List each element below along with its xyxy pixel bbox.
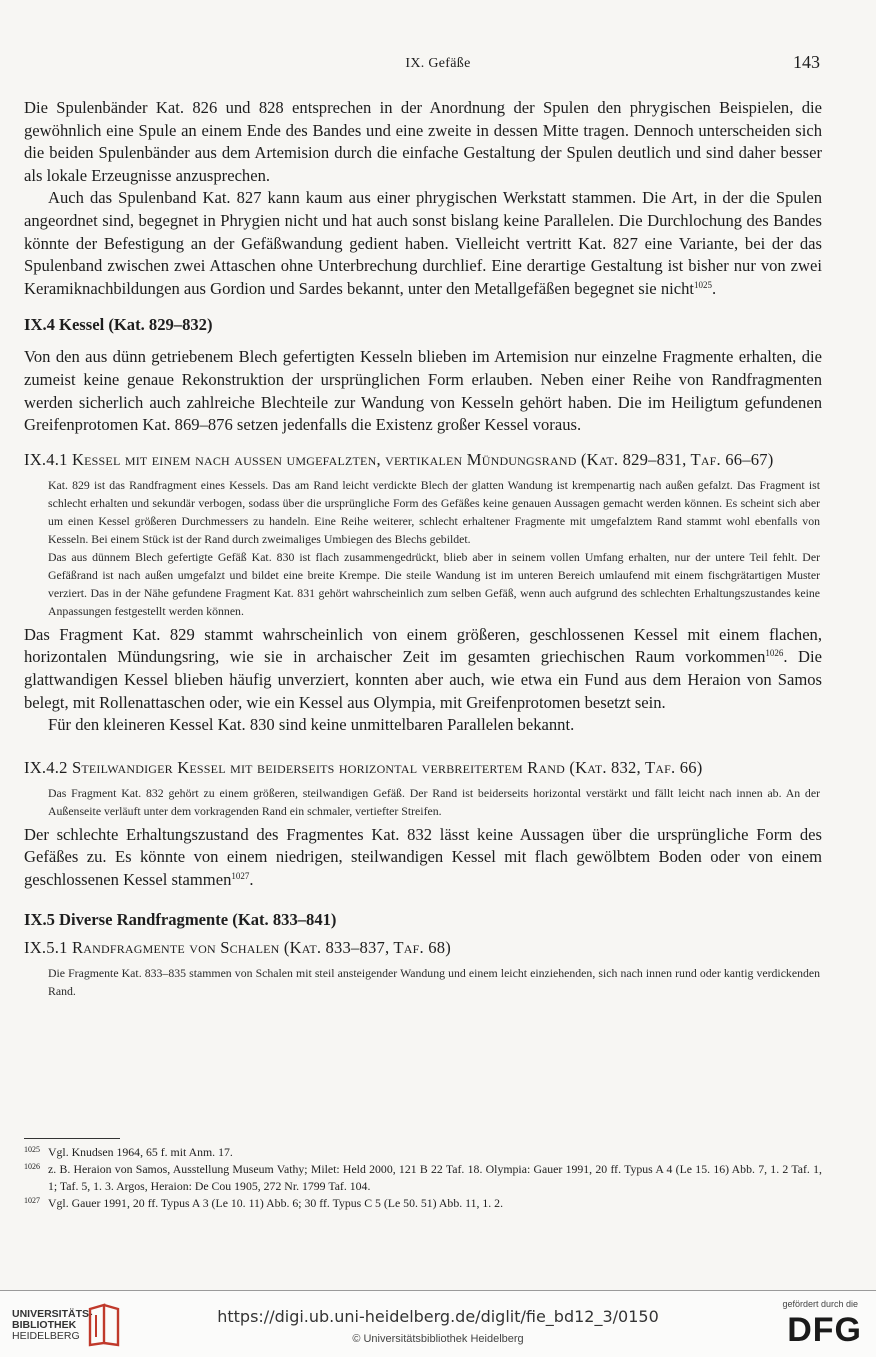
paragraph-4 xyxy=(24,624,822,714)
footnote-ref-1027[interactable]: 1027 xyxy=(231,870,250,881)
catalog-paragraph-1: Kat. 829 ist das Randfragment eines Kessels. Das am Rand leicht verdickte Blech der glatten Wandung ist krempenartig nach außen gefalzt. Das Fragment ist schlecht erhalten und sekundär verbogen, sodass über die ursprüngliche Form des Gefäßes keine genauen Aussagen gemacht werden können. Es scheint sich aber um einen Kessel größeren Durchmessers zu handeln. Eine Reihe weiterer, schlecht erhaltener Fragmente mit umgefalztem Rand stammt wohl ebenfalls von Kesseln. Bei einem Stück ist der Rand durch zweimaliges Umbiegen des Blechs gebildet. xyxy=(48,477,820,546)
page-number: 143 xyxy=(793,52,820,72)
running-head xyxy=(0,52,876,76)
footnote-text: z. B. Heraion von Samos, Ausstellung Museum Vathy; Milet: Held 2000, 121 B 22 Taf. 18. Olympia: Gauer 1991, 20 ff. Typus A 4 (Le 15. 16) Abb. 7, 1. 2 Taf. 1, 1; Taf. 5, 1. 3. Argos, Heraion: De Cou 1905, 272 Nr. 1799 Taf. 104. xyxy=(48,1162,822,1193)
chapter-title: IX. Gefäße xyxy=(405,56,471,71)
logo-line-3: HEIDELBERG xyxy=(12,1330,80,1342)
paragraph-6 xyxy=(24,824,822,892)
paragraph-3: Von den aus dünn getriebenem Blech gefertigten Kesseln blieben im Artemision nur einzelne Fragmente erhalten, die zumeist keine genaue Rekonstruktion der ursprünglichen Form erlauben. Neben einer Reihe von Randfragmenten werden sicherlich auch zahlreiche Blechteile zur Wandung von Kesseln gehört haben. Die im Heiligtum gefundenen Greifenprotomen Kat. 869–876 setzen jedenfalls die Existenz großer Kessel voraus. xyxy=(24,347,822,435)
footnote-ref-1025[interactable]: 1025 xyxy=(694,279,712,290)
paragraph-2-end: . xyxy=(712,278,717,298)
logo-line-2: BIBLIOTHEK xyxy=(12,1319,77,1331)
heading-ix-4: IX.4 Kessel (Kat. 829–832) xyxy=(24,315,213,335)
digitization-footer xyxy=(0,1290,876,1357)
funding-note: gefördert durch die xyxy=(782,1299,858,1309)
paragraph-6-text: Der schlechte Erhaltungszustand des Fragmentes Kat. 832 lässt keine Aussagen über die ursprüngliche Form des Gefäßes zu. Es könnte von einem niedrigen, steilwandigen Kessel mit flach gewölbtem Boden oder von einem geschlossenen Kessel stammen xyxy=(24,824,822,889)
footnote-1026 xyxy=(24,1161,822,1195)
footnote-ref-1026[interactable]: 1026 xyxy=(765,648,784,659)
catalog-paragraph-2: Das aus dünnem Blech gefertigte Gefäß Kat. 830 ist flach zusammengedrückt, blieb aber in seinem vollen Umfang erhalten, nur der untere Teil fehlt. Der Gefäßrand ist nach außen umgefalzt und bildet eine breite Krempe. Die steile Wandung ist im unteren Bereich umlaufend mit einem fischgrätartigen Muster verziert. Das in der Nähe gefundene Fragment Kat. 831 gehört wahrscheinlich zum selben Gefäß, wenn auch aufgrund des schlechten Erhaltungszustandes keine Anpassungen festgestellt werden können. xyxy=(48,549,820,618)
dfg-logo[interactable]: DFG xyxy=(787,1311,862,1349)
permalink-url[interactable]: https://digi.ub.uni-heidelberg.de/diglit/fie_bd12_3/0150 xyxy=(217,1307,659,1326)
copyright-notice: © Universitätsbibliothek Heidelberg xyxy=(352,1333,524,1345)
footnote-text: Vgl. Knudsen 1964, 65 f. mit Anm. 17. xyxy=(48,1145,233,1159)
paragraph-4-end: . Die glattwandigen Kessel blieben häufig unverziert, konnten aber auch, wie etwa ein Fund aus dem Heraion von Samos belegt, mit Rollenattaschen oder, wie ein Kessel aus Olympia, mit Greifenprotomen besetzt sein. xyxy=(24,647,822,712)
footnote-rule xyxy=(24,1138,120,1139)
footnote-1027 xyxy=(24,1195,822,1212)
logo-line-1: UNIVERSITÄTS- xyxy=(12,1308,93,1320)
paragraph-5: Für den kleineren Kessel Kat. 830 sind keine unmittelbaren Parallelen bekannt. xyxy=(48,715,575,735)
main-text xyxy=(24,97,822,1000)
heading-ix-5: IX.5 Diverse Randfragmente (Kat. 833–841) xyxy=(24,910,337,930)
heading-ix-5-1: IX.5.1 Randfragmente von Schalen (Kat. 833–837, Taf. 68) xyxy=(24,938,451,958)
footnote-number: 1025 xyxy=(24,1145,40,1154)
paragraph-4-text: Das Fragment Kat. 829 stammt wahrscheinlich von einem größeren, geschlossenen Kessel mit einem flachen, horizontalen Mündungsring, wie sie in archaischer Zeit im gesamten griechischen Raum vorkommen xyxy=(24,624,822,667)
paragraph-2-text: Auch das Spulenband Kat. 827 kann kaum aus einer phrygischen Werkstatt stammen. Die Art, in der die Spulen angeordnet sind, begegnet in Phrygien nicht und hat auch sonst bislang keine Parallelen. Die Durchlochung des Bandes könnte der Befestigung an der Gefäßwandung gedient haben. Vielleicht vertritt Kat. 827 eine Variante, bei der das Spulenband zwischen zwei Attaschen ohne Unterbrechung durchlief. Eine derartige Gestaltung ist bisher nur von zwei Keramiknachbildungen aus Gordion und Sardes bekannt, unter den Metallgefäßen begegnet sie nicht xyxy=(24,188,822,298)
footnote-text: Vgl. Gauer 1991, 20 ff. Typus A 3 (Le 10. 11) Abb. 6; 30 ff. Typus C 5 (Le 50. 51) Abb. 11, 1. 2. xyxy=(48,1196,504,1210)
catalog-paragraph-3: Das Fragment Kat. 832 gehört zu einem größeren, steilwandigen Gefäß. Der Rand ist beiderseits horizontal verstärkt und fällt leicht nach innen ab. An der Außenseite verläuft unter dem vorkragenden Rand ein schmaler, vertiefter Streifen. xyxy=(48,785,820,818)
footnotes xyxy=(24,1138,822,1212)
footnote-1025 xyxy=(24,1144,822,1161)
catalog-paragraph-4: Die Fragmente Kat. 833–835 stammen von Schalen mit steil ansteigender Wandung und einem leicht einziehenden, sich nach innen rund oder kantig verdickenden Rand. xyxy=(48,966,820,999)
paragraph-6-end: . xyxy=(249,869,254,889)
paragraph-2 xyxy=(24,187,822,300)
heading-ix-4-1: IX.4.1 Kessel mit einem nach aussen umgefalzten, vertikalen Mündungsrand (Kat. 829–831, Taf. 66–67) xyxy=(24,449,774,469)
heading-ix-4-2: IX.4.2 Steilwandiger Kessel mit beiderseits horizontal verbreitertem Rand (Kat. 832, Taf. 66) xyxy=(24,757,703,777)
footnote-number: 1026 xyxy=(24,1162,40,1171)
footnote-number: 1027 xyxy=(24,1196,40,1205)
paragraph-1: Die Spulenbänder Kat. 826 und 828 entsprechen in der Anordnung der Spulen den phrygischen Beispielen, die gewöhnlich eine Spule an einem Ende des Bandes und eine zweite in dessen Mitte tragen. Dennoch unterscheiden sich die beiden Spulenbänder aus dem Artemision durch die einfache Gestaltung der Spulen deutlich und sind daher besser als lokale Erzeugnisse anzusprechen. xyxy=(24,98,822,185)
